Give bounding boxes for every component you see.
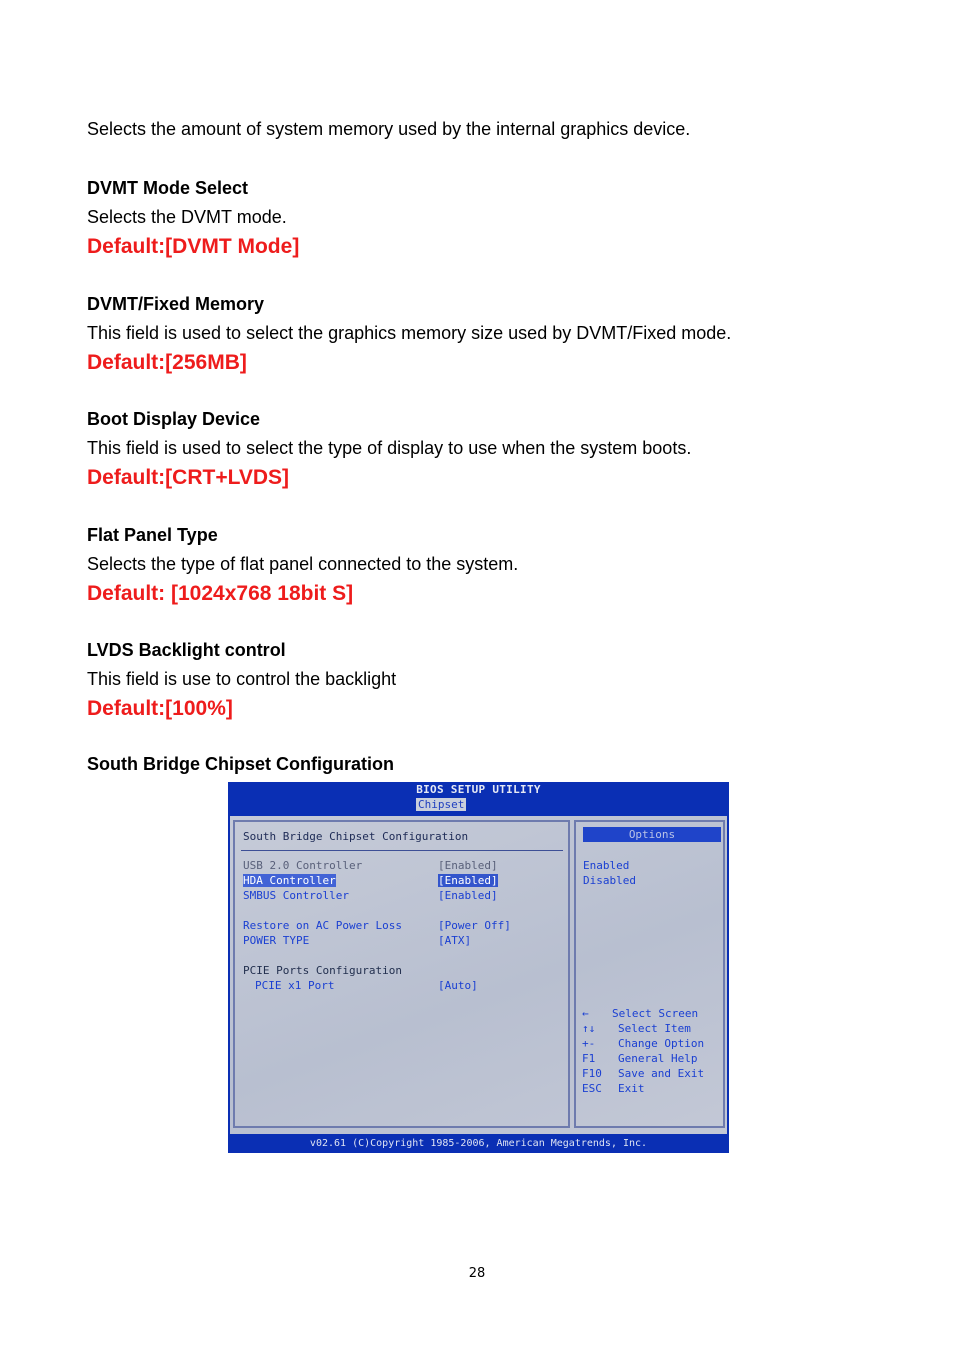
section-description: This field is used to select the graphics memory size used by DVMT/Fixed mode.: [87, 323, 732, 343]
section-description: This field is used to select the type of display to use when the system boots.: [87, 438, 692, 458]
section-title: Flat Panel Type: [87, 525, 218, 545]
bios-panel-heading: South Bridge Chipset Configuration: [243, 830, 469, 843]
bios-item-label: POWER TYPE: [243, 934, 310, 947]
bios-item-label-selected: HDA Controller: [243, 874, 336, 887]
bios-copyright: v02.61 (C)Copyright 1985-2006, American Megatrends, Inc.: [309, 1138, 648, 1149]
help-key: F10: [582, 1067, 602, 1080]
section-flat-panel-type: [87, 524, 518, 607]
bios-item-label: PCIE Ports Configuration: [243, 964, 402, 977]
intro-text: Selects the amount of system memory used by the internal graphics device.: [87, 119, 691, 139]
bios-item-label: Restore on AC Power Loss: [243, 919, 402, 932]
bios-item-label: PCIE x1 Port: [255, 979, 335, 992]
section-default: Default:[DVMT Mode]: [87, 235, 300, 258]
section-lvds-backlight: [87, 639, 396, 722]
option-item: Disabled: [583, 874, 636, 887]
help-description: Select Item: [618, 1022, 691, 1035]
section-description: This field is use to control the backlight: [87, 669, 397, 689]
bios-item-value: [Auto]: [438, 979, 478, 992]
section-default: Default:[CRT+LVDS]: [87, 466, 290, 489]
bios-item-label: SMBUS Controller: [243, 889, 349, 902]
section-dvmt-mode-select: [87, 177, 299, 260]
help-description: Save and Exit: [618, 1067, 705, 1080]
help-key: F1: [582, 1052, 596, 1065]
help-key: ESC: [582, 1082, 602, 1095]
bios-panel: [230, 816, 727, 1134]
page-number: 28: [468, 1266, 486, 1281]
bios-divider: [241, 850, 563, 851]
section-description: Selects the type of flat panel connected to the system.: [87, 554, 519, 574]
help-description: Select Screen: [612, 1007, 699, 1020]
section-default: Default:[256MB]: [87, 351, 247, 374]
help-description: General Help: [618, 1052, 698, 1065]
option-item: Enabled: [583, 859, 630, 872]
section-default: Default: [1024x768 18bit S]: [87, 582, 354, 605]
bios-item-value: [Enabled]: [438, 859, 498, 872]
section-boot-display-device: [87, 408, 691, 491]
help-key: +-: [582, 1037, 596, 1050]
bios-tab-chipset: Chipset: [418, 798, 465, 811]
section-description: Selects the DVMT mode.: [87, 207, 287, 227]
section-dvmt-fixed-memory: [87, 293, 731, 376]
section-title: Boot Display Device: [87, 409, 261, 429]
section-default: Default:[100%]: [87, 697, 233, 720]
bios-screenshot: [228, 782, 729, 1153]
bios-item-value: [Power Off]: [438, 919, 511, 932]
section-title: LVDS Backlight control: [87, 640, 286, 660]
help-description: Exit: [618, 1082, 645, 1095]
bios-settings-pane: [233, 820, 570, 1128]
section-title: DVMT Mode Select: [87, 178, 249, 198]
bios-item-label: USB 2.0 Controller: [243, 859, 363, 872]
options-header: Options: [583, 827, 721, 842]
bios-item-value-selected: [Enabled]: [438, 874, 498, 887]
bios-help-pane: [574, 820, 725, 1128]
bios-item-value: [Enabled]: [438, 889, 498, 902]
help-description: Change Option: [618, 1037, 705, 1050]
help-key: ↑↓: [582, 1022, 596, 1035]
bios-item-value: [ATX]: [438, 934, 472, 947]
south-bridge-heading: South Bridge Chipset Configuration: [87, 754, 394, 774]
section-title: DVMT/Fixed Memory: [87, 294, 265, 314]
bios-title: BIOS SETUP UTILITY: [416, 783, 541, 796]
help-key: ←: [582, 1007, 589, 1020]
